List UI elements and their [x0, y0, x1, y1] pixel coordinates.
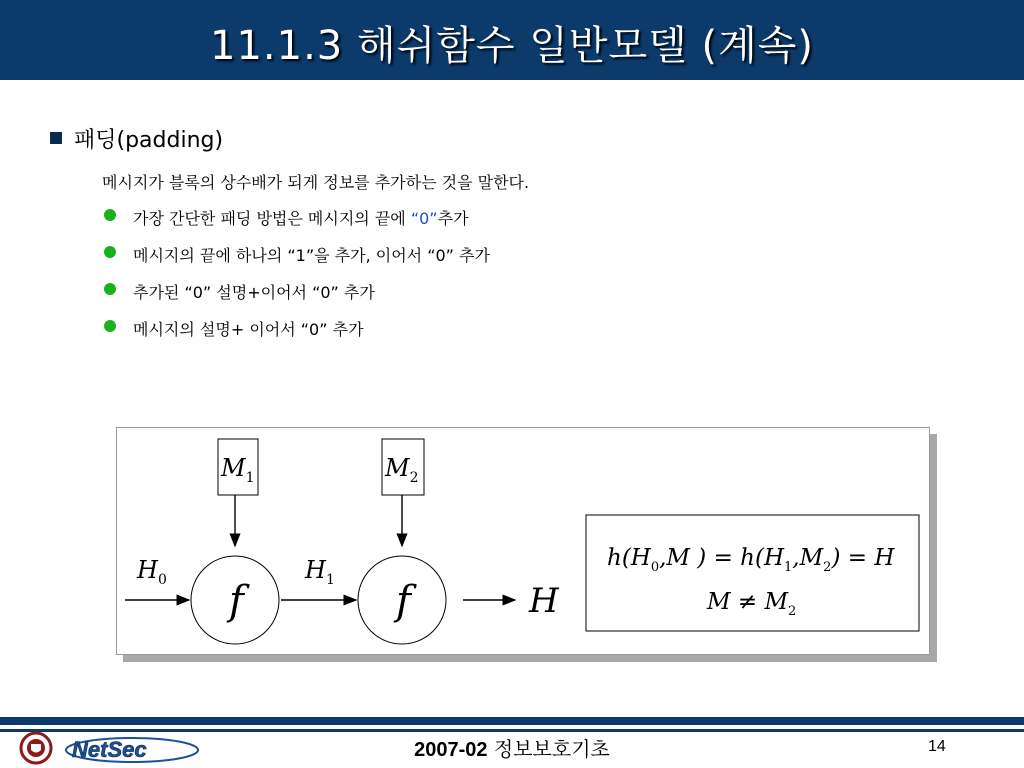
green-bullet-icon: [104, 320, 116, 332]
svg-text:NetSec: NetSec: [72, 737, 147, 762]
m1-label: $M_1$: [221, 454, 255, 486]
f1-label: f: [229, 578, 244, 624]
footer-course-name: 정보보호기초: [493, 737, 610, 761]
equation-line-2: $M \ne M_2$: [707, 589, 797, 619]
padding-methods-list: [104, 206, 490, 354]
footer-year: 2007-02: [414, 739, 488, 761]
bullet-text: 메시지의 설명+ 이어서 “0” 추가: [133, 320, 364, 339]
bullet-text: 메시지의 끝에 하나의 “1”을 추가, 이어서 “0” 추가: [133, 246, 490, 265]
square-bullet-icon: [50, 132, 62, 144]
footer-rule-thick: [0, 717, 1024, 725]
list-item: [104, 206, 490, 243]
page-number: 14: [928, 738, 946, 755]
accent-text: “0”: [410, 209, 438, 228]
footer-rule-thin: [0, 729, 1024, 732]
slide-title: 11.1.3 해쉬함수 일반모델 (계속): [210, 23, 814, 69]
hash-model-figure: [116, 427, 930, 655]
list-item: [104, 317, 490, 354]
f2-label: f: [396, 578, 411, 624]
list-item: [104, 243, 490, 280]
footer-course: [0, 733, 1024, 762]
bullet-text: 가장 간단한 패딩 방법은 메시지의 끝에 “0”추가: [133, 209, 469, 228]
padding-description: 메시지가 블록의 상수배가 되게 정보를 추가하는 것을 말한다.: [102, 173, 530, 192]
green-bullet-icon: [104, 246, 116, 258]
equation-line-1: $h(H_0,M$ ) = $h(H_1,M_2) = H$: [607, 545, 895, 575]
title-bar: [0, 0, 1024, 80]
h1-label: $H_1$: [305, 556, 335, 588]
m2-label: $M_2$: [385, 454, 419, 486]
list-item: [104, 280, 490, 317]
green-bullet-icon: [104, 283, 116, 295]
section-heading: 패딩(padding): [74, 127, 224, 153]
output-label: H: [529, 581, 559, 621]
green-bullet-icon: [104, 209, 116, 221]
main-bullet: [50, 124, 223, 152]
bullet-text: 추가된 “0” 설명+이어서 “0” 추가: [133, 283, 375, 302]
h0-label: $H_0$: [137, 556, 167, 588]
hash-model-diagram: [117, 428, 929, 654]
